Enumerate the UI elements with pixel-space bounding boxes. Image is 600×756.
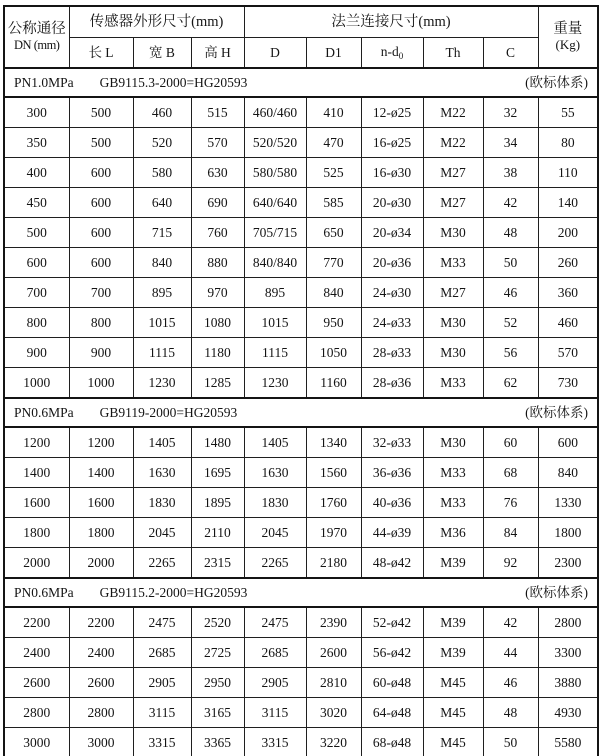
table-row <box>4 488 598 518</box>
cell-b: 1830 <box>133 488 191 518</box>
header-nominal-diameter <box>4 6 69 68</box>
cell-nd0: 64-ø48 <box>361 698 423 728</box>
cell-weight: 4930 <box>538 698 598 728</box>
table-row <box>4 188 598 218</box>
header-weight-unit: (Kg) <box>555 36 581 52</box>
cell-d: 2475 <box>244 607 306 638</box>
cell-b: 1115 <box>133 338 191 368</box>
cell-b: 3315 <box>133 728 191 756</box>
cell-d: 895 <box>244 278 306 308</box>
cell-c: 42 <box>483 607 538 638</box>
cell-h: 880 <box>191 248 244 278</box>
cell-d: 840/840 <box>244 248 306 278</box>
cell-c: 42 <box>483 188 538 218</box>
cell-dn: 2400 <box>4 638 69 668</box>
cell-nd0: 68-ø48 <box>361 728 423 756</box>
cell-dn: 1800 <box>4 518 69 548</box>
section-header-cell <box>4 398 598 427</box>
cell-d: 460/460 <box>244 97 306 128</box>
cell-weight: 2800 <box>538 607 598 638</box>
cell-nd0: 32-ø33 <box>361 427 423 458</box>
table-row <box>4 128 598 158</box>
cell-weight: 3300 <box>538 638 598 668</box>
dimension-spec-table <box>3 5 599 756</box>
cell-weight: 1330 <box>538 488 598 518</box>
header-weight-title: 重量 <box>553 21 583 38</box>
cell-weight: 5580 <box>538 728 598 756</box>
cell-l: 2600 <box>69 668 133 698</box>
cell-dn: 1600 <box>4 488 69 518</box>
section-standard: GB9115.2-2000=HG20593 <box>99 584 248 600</box>
cell-h: 690 <box>191 188 244 218</box>
cell-b: 895 <box>133 278 191 308</box>
cell-b: 2265 <box>133 548 191 579</box>
cell-th: M22 <box>423 128 483 158</box>
cell-h: 515 <box>191 97 244 128</box>
cell-d1: 950 <box>306 308 361 338</box>
cell-l: 600 <box>69 158 133 188</box>
cell-d1: 470 <box>306 128 361 158</box>
section-note: (欧标体系) <box>525 404 589 420</box>
cell-l: 1200 <box>69 427 133 458</box>
cell-b: 640 <box>133 188 191 218</box>
table-row <box>4 218 598 248</box>
cell-th: M33 <box>423 368 483 399</box>
table-header <box>4 6 598 68</box>
cell-d1: 1050 <box>306 338 361 368</box>
cell-c: 46 <box>483 668 538 698</box>
cell-d1: 1160 <box>306 368 361 399</box>
header-col-th: Th <box>423 38 483 69</box>
cell-nd0: 16-ø30 <box>361 158 423 188</box>
cell-b: 1630 <box>133 458 191 488</box>
cell-nd0: 56-ø42 <box>361 638 423 668</box>
cell-weight: 110 <box>538 158 598 188</box>
cell-b: 1015 <box>133 308 191 338</box>
header-weight <box>538 6 598 68</box>
cell-l: 500 <box>69 97 133 128</box>
cell-b: 715 <box>133 218 191 248</box>
cell-d1: 770 <box>306 248 361 278</box>
cell-nd0: 24-ø33 <box>361 308 423 338</box>
cell-th: M39 <box>423 638 483 668</box>
cell-b: 520 <box>133 128 191 158</box>
cell-nd0: 48-ø42 <box>361 548 423 579</box>
cell-b: 2685 <box>133 638 191 668</box>
cell-th: M30 <box>423 308 483 338</box>
cell-weight: 80 <box>538 128 598 158</box>
cell-b: 1405 <box>133 427 191 458</box>
cell-weight: 840 <box>538 458 598 488</box>
cell-h: 1180 <box>191 338 244 368</box>
cell-d: 520/520 <box>244 128 306 158</box>
cell-d1: 1970 <box>306 518 361 548</box>
section-header-row <box>4 68 598 97</box>
cell-th: M30 <box>423 218 483 248</box>
cell-nd0: 20-ø30 <box>361 188 423 218</box>
cell-c: 92 <box>483 548 538 579</box>
cell-th: M45 <box>423 728 483 756</box>
cell-d: 1015 <box>244 308 306 338</box>
table-row <box>4 368 598 399</box>
cell-d1: 1560 <box>306 458 361 488</box>
cell-l: 600 <box>69 218 133 248</box>
cell-h: 760 <box>191 218 244 248</box>
cell-d1: 3220 <box>306 728 361 756</box>
cell-d: 2045 <box>244 518 306 548</box>
cell-l: 2800 <box>69 698 133 728</box>
section-standard: GB9115.3-2000=HG20593 <box>99 74 248 90</box>
header-nominal-diameter-unit: DN (mm) <box>14 38 60 53</box>
cell-d: 1230 <box>244 368 306 399</box>
cell-b: 2045 <box>133 518 191 548</box>
cell-d1: 2810 <box>306 668 361 698</box>
cell-c: 46 <box>483 278 538 308</box>
cell-l: 600 <box>69 248 133 278</box>
cell-th: M27 <box>423 188 483 218</box>
cell-d1: 2600 <box>306 638 361 668</box>
cell-weight: 2300 <box>538 548 598 579</box>
section-header-cell <box>4 68 598 97</box>
cell-dn: 2000 <box>4 548 69 579</box>
cell-th: M33 <box>423 458 483 488</box>
cell-nd0: 12-ø25 <box>361 97 423 128</box>
cell-h: 3165 <box>191 698 244 728</box>
section-note: (欧标体系) <box>525 584 589 600</box>
cell-weight: 570 <box>538 338 598 368</box>
cell-dn: 300 <box>4 97 69 128</box>
section-note: (欧标体系) <box>525 74 589 90</box>
cell-c: 38 <box>483 158 538 188</box>
table-row <box>4 728 598 756</box>
cell-dn: 2800 <box>4 698 69 728</box>
table-row <box>4 698 598 728</box>
cell-dn: 700 <box>4 278 69 308</box>
section-header-cell <box>4 578 598 607</box>
cell-weight: 140 <box>538 188 598 218</box>
cell-weight: 3880 <box>538 668 598 698</box>
cell-c: 50 <box>483 248 538 278</box>
cell-weight: 360 <box>538 278 598 308</box>
cell-nd0: 24-ø30 <box>361 278 423 308</box>
cell-h: 2520 <box>191 607 244 638</box>
cell-dn: 800 <box>4 308 69 338</box>
table-row <box>4 668 598 698</box>
table-row <box>4 158 598 188</box>
cell-dn: 400 <box>4 158 69 188</box>
cell-h: 1480 <box>191 427 244 458</box>
cell-l: 2200 <box>69 607 133 638</box>
cell-d1: 3020 <box>306 698 361 728</box>
cell-nd0: 52-ø42 <box>361 607 423 638</box>
cell-dn: 1200 <box>4 427 69 458</box>
cell-b: 1230 <box>133 368 191 399</box>
cell-d1: 2180 <box>306 548 361 579</box>
cell-d: 1830 <box>244 488 306 518</box>
cell-d: 2685 <box>244 638 306 668</box>
cell-l: 800 <box>69 308 133 338</box>
cell-th: M45 <box>423 668 483 698</box>
cell-l: 1000 <box>69 368 133 399</box>
cell-d1: 525 <box>306 158 361 188</box>
header-sensor-dimensions-group: 传感器外形尺寸(mm) <box>69 6 244 38</box>
table-row <box>4 458 598 488</box>
cell-c: 84 <box>483 518 538 548</box>
cell-dn: 3000 <box>4 728 69 756</box>
cell-weight: 1800 <box>538 518 598 548</box>
cell-dn: 600 <box>4 248 69 278</box>
cell-b: 2475 <box>133 607 191 638</box>
section-header-row <box>4 578 598 607</box>
cell-b: 3115 <box>133 698 191 728</box>
cell-nd0: 60-ø48 <box>361 668 423 698</box>
cell-d: 2265 <box>244 548 306 579</box>
cell-weight: 55 <box>538 97 598 128</box>
cell-d: 2905 <box>244 668 306 698</box>
cell-l: 700 <box>69 278 133 308</box>
cell-l: 1600 <box>69 488 133 518</box>
cell-c: 34 <box>483 128 538 158</box>
cell-weight: 600 <box>538 427 598 458</box>
cell-h: 2950 <box>191 668 244 698</box>
header-flange-dimensions-group: 法兰连接尺寸(mm) <box>244 6 538 38</box>
cell-nd0: 28-ø33 <box>361 338 423 368</box>
cell-th: M33 <box>423 248 483 278</box>
table-row <box>4 338 598 368</box>
header-col-nd0: $n-d_0$ <box>361 38 423 69</box>
cell-d: 1405 <box>244 427 306 458</box>
cell-th: M30 <box>423 338 483 368</box>
cell-th: M22 <box>423 97 483 128</box>
cell-h: 1895 <box>191 488 244 518</box>
cell-d1: 840 <box>306 278 361 308</box>
cell-d: 1115 <box>244 338 306 368</box>
cell-weight: 730 <box>538 368 598 399</box>
cell-th: M36 <box>423 518 483 548</box>
cell-d: 640/640 <box>244 188 306 218</box>
cell-c: 44 <box>483 638 538 668</box>
cell-dn: 1000 <box>4 368 69 399</box>
cell-d: 1630 <box>244 458 306 488</box>
cell-c: 32 <box>483 97 538 128</box>
cell-l: 1800 <box>69 518 133 548</box>
cell-nd0: 40-ø36 <box>361 488 423 518</box>
cell-b: 460 <box>133 97 191 128</box>
cell-weight: 460 <box>538 308 598 338</box>
cell-dn: 500 <box>4 218 69 248</box>
cell-nd0: 20-ø36 <box>361 248 423 278</box>
cell-c: 56 <box>483 338 538 368</box>
cell-l: 2400 <box>69 638 133 668</box>
section-pressure: PN0.6MPa <box>14 404 74 420</box>
cell-nd0: 16-ø25 <box>361 128 423 158</box>
cell-th: M27 <box>423 278 483 308</box>
cell-c: 62 <box>483 368 538 399</box>
cell-l: 3000 <box>69 728 133 756</box>
cell-c: 76 <box>483 488 538 518</box>
table-row <box>4 518 598 548</box>
section-pressure: PN0.6MPa <box>14 584 74 600</box>
cell-nd0: 28-ø36 <box>361 368 423 399</box>
table-body <box>4 68 598 756</box>
cell-h: 1285 <box>191 368 244 399</box>
cell-nd0: 36-ø36 <box>361 458 423 488</box>
table-row <box>4 308 598 338</box>
cell-h: 1080 <box>191 308 244 338</box>
table-row <box>4 548 598 579</box>
cell-weight: 200 <box>538 218 598 248</box>
cell-h: 970 <box>191 278 244 308</box>
table-row <box>4 248 598 278</box>
cell-c: 48 <box>483 698 538 728</box>
cell-dn: 350 <box>4 128 69 158</box>
header-col-height: 高 H <box>191 38 244 69</box>
cell-dn: 900 <box>4 338 69 368</box>
cell-b: 2905 <box>133 668 191 698</box>
cell-th: M39 <box>423 607 483 638</box>
cell-l: 2000 <box>69 548 133 579</box>
cell-dn: 2200 <box>4 607 69 638</box>
section-header-row <box>4 398 598 427</box>
cell-dn: 2600 <box>4 668 69 698</box>
cell-l: 600 <box>69 188 133 218</box>
cell-d: 705/715 <box>244 218 306 248</box>
table-row <box>4 607 598 638</box>
cell-d: 3115 <box>244 698 306 728</box>
cell-h: 570 <box>191 128 244 158</box>
cell-th: M27 <box>423 158 483 188</box>
header-col-width: 宽 B <box>133 38 191 69</box>
cell-h: 2725 <box>191 638 244 668</box>
header-col-d1: D1 <box>306 38 361 69</box>
table-row <box>4 427 598 458</box>
header-nominal-diameter-title: 公称通径 <box>7 21 66 38</box>
table-row <box>4 638 598 668</box>
cell-th: M33 <box>423 488 483 518</box>
cell-d1: 410 <box>306 97 361 128</box>
cell-th: M39 <box>423 548 483 579</box>
cell-d1: 650 <box>306 218 361 248</box>
cell-d: 580/580 <box>244 158 306 188</box>
cell-dn: 450 <box>4 188 69 218</box>
cell-h: 630 <box>191 158 244 188</box>
cell-l: 900 <box>69 338 133 368</box>
cell-nd0: 44-ø39 <box>361 518 423 548</box>
cell-d1: 585 <box>306 188 361 218</box>
section-pressure: PN1.0MPa <box>14 74 74 90</box>
cell-th: M45 <box>423 698 483 728</box>
cell-dn: 1400 <box>4 458 69 488</box>
cell-c: 48 <box>483 218 538 248</box>
cell-c: 52 <box>483 308 538 338</box>
cell-weight: 260 <box>538 248 598 278</box>
cell-l: 500 <box>69 128 133 158</box>
cell-th: M30 <box>423 427 483 458</box>
cell-b: 580 <box>133 158 191 188</box>
cell-d1: 1340 <box>306 427 361 458</box>
header-col-d: D <box>244 38 306 69</box>
table-row <box>4 97 598 128</box>
cell-l: 1400 <box>69 458 133 488</box>
cell-h: 1695 <box>191 458 244 488</box>
cell-c: 60 <box>483 427 538 458</box>
header-col-length: 长 L <box>69 38 133 69</box>
cell-c: 68 <box>483 458 538 488</box>
section-standard: GB9119-2000=HG20593 <box>99 404 238 420</box>
cell-d1: 2390 <box>306 607 361 638</box>
cell-d1: 1760 <box>306 488 361 518</box>
cell-d: 3315 <box>244 728 306 756</box>
cell-nd0: 20-ø34 <box>361 218 423 248</box>
cell-h: 2315 <box>191 548 244 579</box>
cell-c: 50 <box>483 728 538 756</box>
cell-h: 3365 <box>191 728 244 756</box>
cell-h: 2110 <box>191 518 244 548</box>
header-col-c: C <box>483 38 538 69</box>
cell-b: 840 <box>133 248 191 278</box>
table-row <box>4 278 598 308</box>
